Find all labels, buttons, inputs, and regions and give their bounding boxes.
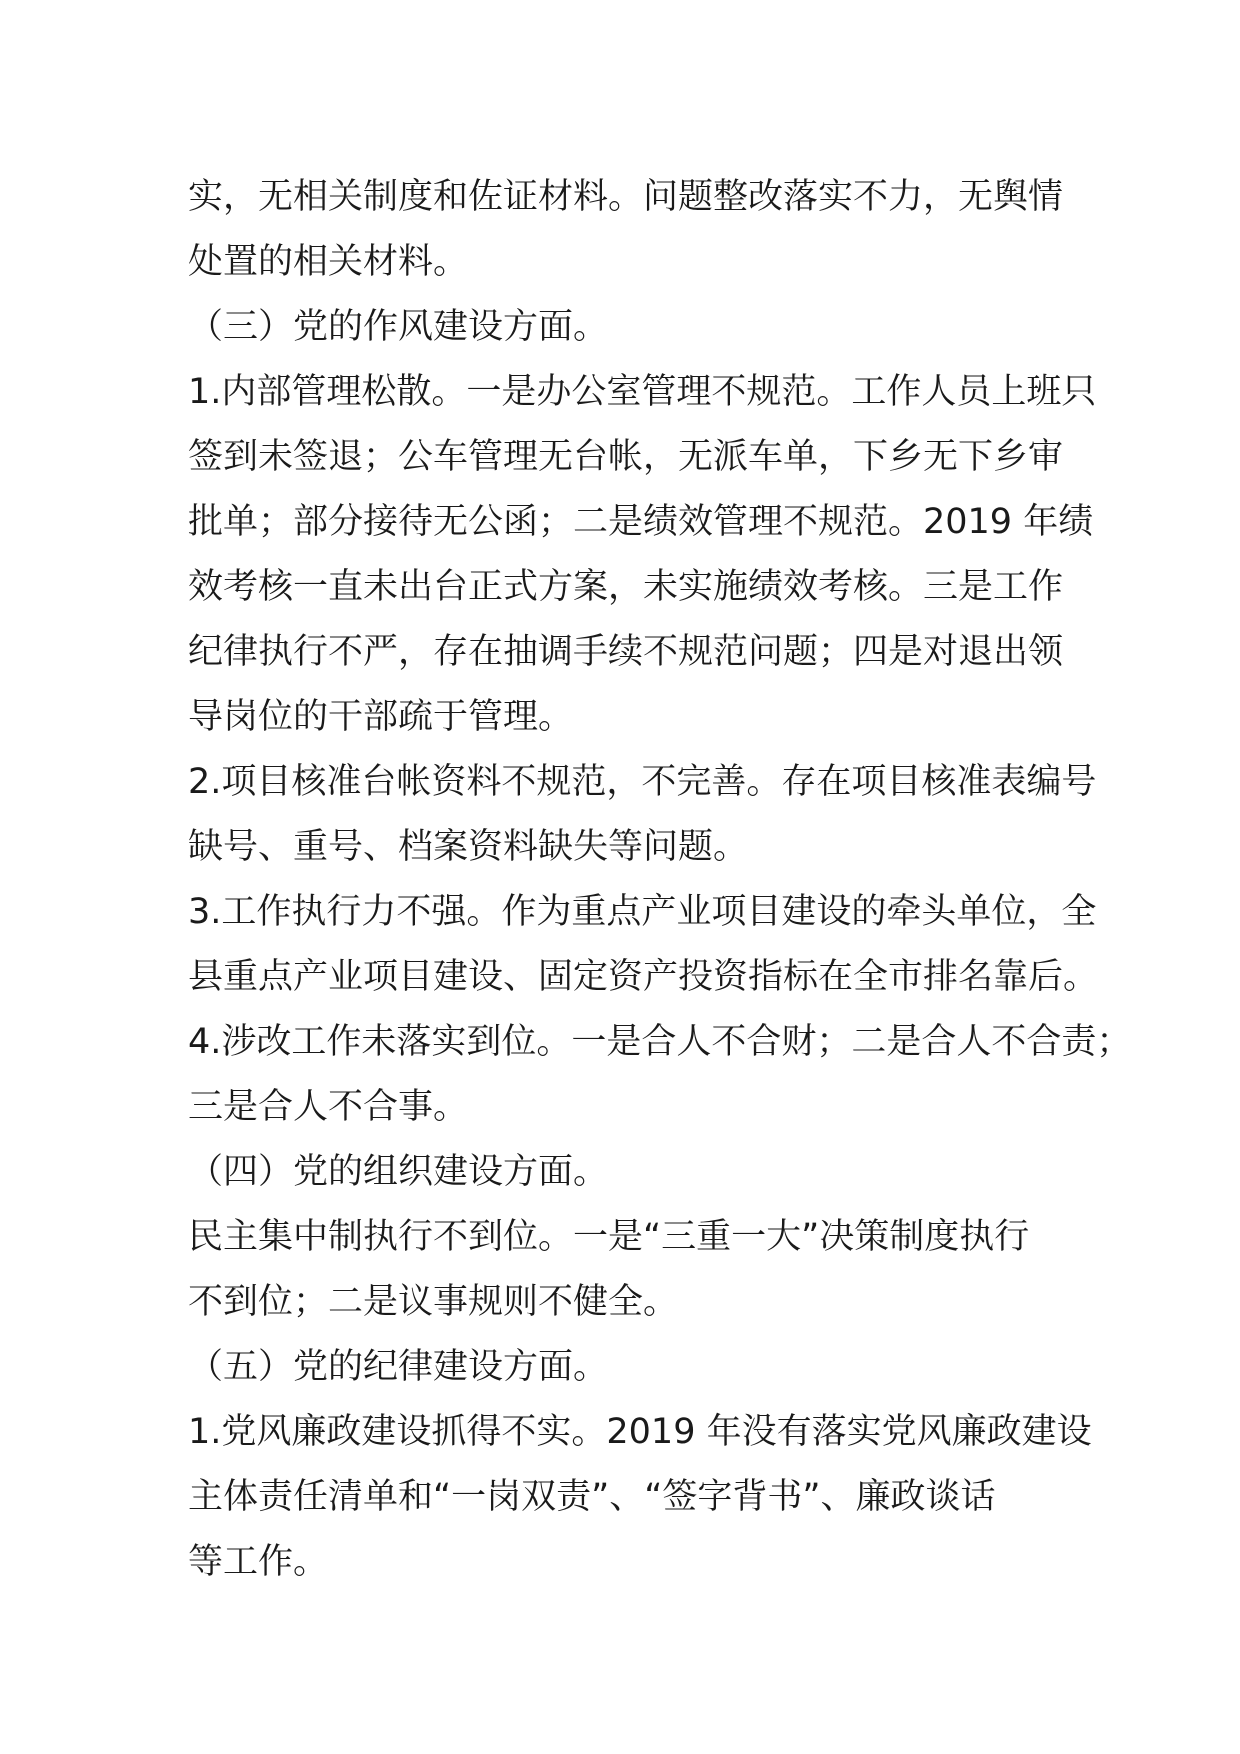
text-line: 2.项目核准台帐资料不规范，不完善。存在项目核准表编号 — [188, 762, 1097, 802]
text-line: 批单；部分接待无公函；二是绩效管理不规范。2019 年绩 — [188, 502, 1094, 542]
text-line: 三是合人不合事。 — [188, 1087, 469, 1127]
text-line: 不到位；二是议事规则不健全。 — [188, 1282, 679, 1322]
text-line: 4.涉改工作未落实到位。一是合人不合财；二是合人不合责； — [188, 1022, 1132, 1062]
text-line: 纪律执行不严，存在抽调手续不规范问题；四是对退出领 — [188, 632, 1064, 672]
text-line: 效考核一直未出台正式方案，未实施绩效考核。三是工作 — [188, 567, 1064, 607]
text-line: 等工作。 — [188, 1542, 329, 1582]
text-line: 民主集中制执行不到位。一是“三重一大”决策制度执行 — [188, 1217, 1030, 1257]
text-line: 签到未签退；公车管理无台帐，无派车单，下乡无下乡审 — [188, 437, 1064, 477]
text-line: 主体责任清单和“一岗双责”、“签字背书”、廉政谈话 — [188, 1477, 996, 1517]
section-heading: （四）党的组织建设方面。 — [188, 1152, 609, 1192]
text-line: 1.内部管理松散。一是办公室管理不规范。工作人员上班只 — [188, 372, 1097, 412]
text-line: 导岗位的干部疏于管理。 — [188, 697, 574, 737]
section-heading: （三）党的作风建设方面。 — [188, 307, 609, 347]
document-body — [188, 165, 1132, 1595]
text-line: 县重点产业项目建设、固定资产投资指标在全市排名靠后。 — [188, 957, 1099, 997]
text-line: 3.工作执行力不强。作为重点产业项目建设的牵头单位，全 — [188, 892, 1097, 932]
text-line: 1.党风廉政建设抓得不实。2019 年没有落实党风廉政建设 — [188, 1412, 1092, 1452]
section-heading: （五）党的纪律建设方面。 — [188, 1347, 609, 1387]
text-line: 处置的相关材料。 — [188, 242, 469, 282]
text-line: 实，无相关制度和佐证材料。问题整改落实不力，无舆情 — [188, 177, 1064, 217]
text-line: 缺号、重号、档案资料缺失等问题。 — [188, 827, 749, 867]
